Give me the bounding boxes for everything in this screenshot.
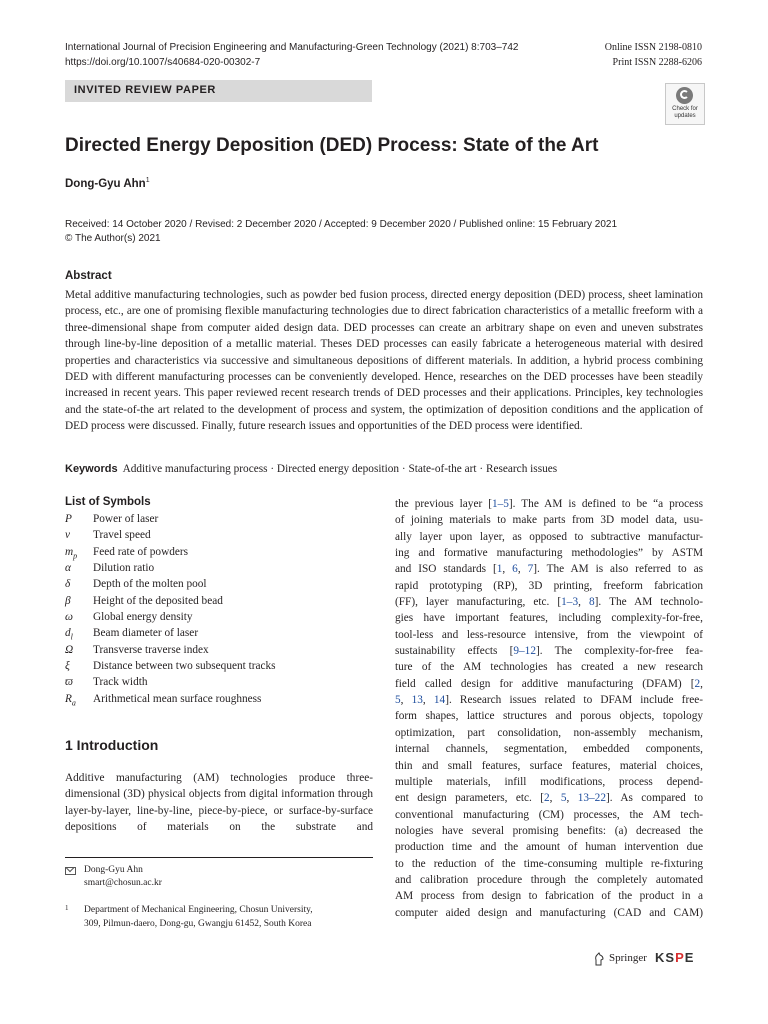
journal-citation: International Journal of Precision Engineering and Manufacturing-Green Technology (2021) 8:703–742 [65, 42, 519, 53]
citation-link[interactable]: 7 [527, 563, 534, 576]
citation-link[interactable]: 1 [496, 563, 503, 576]
text-line: nologies have several promising benefits: (a) decreased the [395, 824, 703, 837]
article-type-banner [65, 80, 372, 102]
text-line: tool-less and less-resource intensive, from the viewpoint of [395, 628, 703, 641]
citation-link[interactable]: 13 [411, 694, 423, 707]
footnote-divider [65, 857, 373, 858]
check-updates-icon [676, 87, 693, 104]
text-line: thin and small features, surface features, material choices, [395, 759, 703, 772]
keywords-text: Additive manufacturing process · Directed energy deposition · State-of-the art · Research issues [122, 463, 558, 475]
symbol-subscript: a [71, 698, 76, 708]
print-issn: Print ISSN 2288-6206 [612, 57, 702, 68]
symbol-subscript: l [70, 632, 73, 642]
citation-link[interactable]: 6 [512, 563, 518, 576]
symbol-glyph: $d_l$ [65, 627, 73, 642]
article-type-label: INVITED REVIEW PAPER [74, 84, 216, 96]
symbol-description: Arithmetical mean surface roughness [93, 692, 262, 705]
introduction-text-right [395, 496, 703, 921]
text-line: multiple materials, infill modifications, process depend- [395, 775, 703, 788]
symbol-glyph: P [65, 513, 72, 525]
text-line: to the reduction of the time-consuming multiple re-fixturing [395, 857, 703, 870]
symbol-description: Depth of the molten pool [93, 578, 207, 591]
text-line: internal channels, segmentation, embedded components, [395, 743, 703, 756]
citation-link[interactable]: 13–22 [577, 792, 606, 805]
section-heading-introduction: 1 Introduction [65, 737, 159, 753]
symbol-glyph: $R_a$ [65, 692, 76, 708]
footnote-author: Dong-Gyu Ahn [84, 865, 143, 875]
symbol-description: Height of the deposited bead [93, 594, 223, 607]
symbol-description: Power of laser [93, 513, 159, 525]
text-line: and ISO standards [1, 6, 7]. The AM is also referred to as [395, 563, 703, 576]
text-line: ally layer upon layer, as opposed to subtractive manufactur- [395, 530, 703, 543]
doi-link[interactable]: https://doi.org/10.1007/s40684-020-00302-7 [65, 57, 261, 68]
text-line: AM process from design to fabrication of the product in a [395, 890, 703, 903]
affiliation-line-1: Department of Mechanical Engineering, Chosun University, [84, 905, 313, 915]
symbol-glyph: ω [65, 611, 73, 624]
check-for-updates-button[interactable] [665, 83, 705, 125]
text-line: of joining materials to make parts from 3D model data, usu- [395, 514, 703, 527]
citation-link[interactable]: 1–5 [491, 498, 509, 510]
symbol-glyph: β [65, 594, 71, 607]
history-dates [65, 218, 617, 246]
issn-block [605, 40, 702, 70]
text-line: ing and formative manufacturing methodologies” by ASTM [395, 547, 703, 560]
affiliation-line-2: 309, Pilmun-daero, Dong-gu, Gwangju 61452, South Korea [84, 919, 312, 929]
citation-link[interactable]: 2 [694, 677, 701, 690]
author-line [65, 177, 150, 190]
citation-link[interactable]: 1–3 [561, 596, 579, 609]
symbol-glyph: v [65, 529, 71, 542]
citation-link[interactable]: 9–12 [513, 645, 536, 658]
symbol-description: Beam diameter of laser [93, 627, 199, 640]
check-updates-line1: Check for [672, 106, 698, 112]
symbol-description: Transverse traverse index [93, 643, 209, 656]
abstract-heading: Abstract [65, 270, 112, 282]
symbol-description: Dilution ratio [93, 562, 155, 575]
citation-link[interactable]: 5 [395, 694, 401, 707]
keywords-label: Keywords [65, 463, 118, 475]
symbol-description: Track width [93, 676, 148, 689]
symbol-description: Global energy density [93, 611, 193, 624]
symbol-subscript: p [73, 550, 78, 560]
symbol-description: Distance between two subsequent tracks [93, 660, 276, 673]
text-line: computer aided design and manufacturing (CAD and CAM) [395, 906, 703, 919]
text-line: ture of the AM technologies has created a new research [395, 661, 703, 674]
footnote-email[interactable]: smart@chosun.ac.kr [84, 878, 162, 888]
symbol-glyph: ϖ [65, 676, 73, 689]
abstract-text: Metal additive manufacturing technologies, such as powder bed fusion process, directed energy deposition (DED) process, sheet lamination process, etc., are one of promising flexible manufacturing technologies due to direct fabrication characteristics of a metallic freeform with a three-dimensional shape from computer aided design data. DED processes can create an arbitrary shape on even and uneven substrates through line-by-line deposition of a metallic material. Theses DED processes can easily fabricate a heterogeneous material with desired properties and characteristics via successive and simultaneous depositions of different materials. In addition, a hybrid process combining DED with different manufacturing processes can be conveniently developed. Hence, researches on the DED processes have been steadily increased in recent years. This paper reviewed recent research trends of DED processes and their applications. Principles, key technologies and the state-of-the art related to the development of process and system, the optimization of deposition conditions and the application of DED process were discussed. Finally, future research issues and opportunities of the DED process were identified. [65, 289, 703, 433]
journal-header [65, 40, 518, 70]
author-affiliation-mark: 1 [145, 177, 150, 184]
keywords-line [65, 463, 557, 475]
introduction-text-left: Additive manufacturing (AM) technologies produce three-dimensional (3D) physical objects from digital information through layer-by-layer, line-by-line, piece-by-piece, or surface-by-surface depositions of materials on the substrate and [65, 772, 373, 833]
text-line: conventional manufacturing (CM) processes, the AM tech- [395, 808, 703, 821]
text-line: ent design parameters, etc. [2, 5, 13–22]. As compared to [395, 792, 703, 805]
envelope-icon [65, 867, 76, 875]
springer-horse-icon [593, 952, 605, 966]
text-line: optimization, part consolidation, non-assembly mechanism, [395, 726, 703, 739]
online-issn: Online ISSN 2198-0810 [604, 42, 702, 53]
citation-link[interactable]: 2 [543, 792, 550, 805]
text-line: gies have important features, including complexity-for-free, [395, 612, 703, 625]
text-line: field called design for additive manufacturing (DFAM) [2, [395, 677, 703, 690]
affiliation-number: 1 [65, 904, 69, 912]
citation-link[interactable]: 5 [560, 792, 567, 805]
symbol-glyph: δ [65, 578, 71, 591]
symbol-glyph: α [65, 562, 71, 575]
text-line: rapid prototyping (RP), 3D printing, freeform fabrication [395, 579, 703, 592]
springer-logo: Springer [609, 952, 647, 964]
symbol-glyph: Ω [65, 643, 74, 656]
symbols-heading: List of Symbols [65, 496, 151, 508]
text-line: (FF), layer manufacturing, etc. [1–3, 8]. The AM technolo- [395, 596, 703, 609]
text-line: the previous layer [1–5]. The AM is defined to be “a process [395, 498, 703, 510]
citation-link[interactable]: 14 [433, 694, 446, 707]
article-title: Directed Energy Deposition (DED) Process: State of the Art [65, 135, 599, 156]
symbol-glyph: ξ [65, 660, 70, 673]
text-line: sustainability effects [9–12]. The complexity-for-free fea- [395, 645, 703, 658]
text-line: form shapes, lattice structures and porous objects, topology [395, 710, 703, 723]
check-updates-line2: updates [674, 113, 696, 119]
kspe-logo: KSPE [655, 950, 695, 965]
symbol-glyph: $m_p$ [65, 545, 78, 560]
text-line: and calibration procedure through the completely automated [395, 873, 703, 886]
symbol-description: Travel speed [93, 529, 151, 542]
copyright-line: © The Author(s) 2021 [65, 233, 161, 244]
publication-dates: Received: 14 October 2020 / Revised: 2 December 2020 / Accepted: 9 December 2020 / Published online: 15 February 2021 [65, 219, 618, 230]
author-name[interactable]: Dong-Gyu Ahn [65, 177, 146, 190]
symbol-description: Feed rate of powders [93, 545, 189, 558]
text-line: 5, 13, 14]. Research issues related to DFAM include free- [395, 694, 703, 707]
citation-link[interactable]: 8 [588, 596, 595, 609]
text-line: production time and the amount of human intervention due [395, 841, 703, 854]
